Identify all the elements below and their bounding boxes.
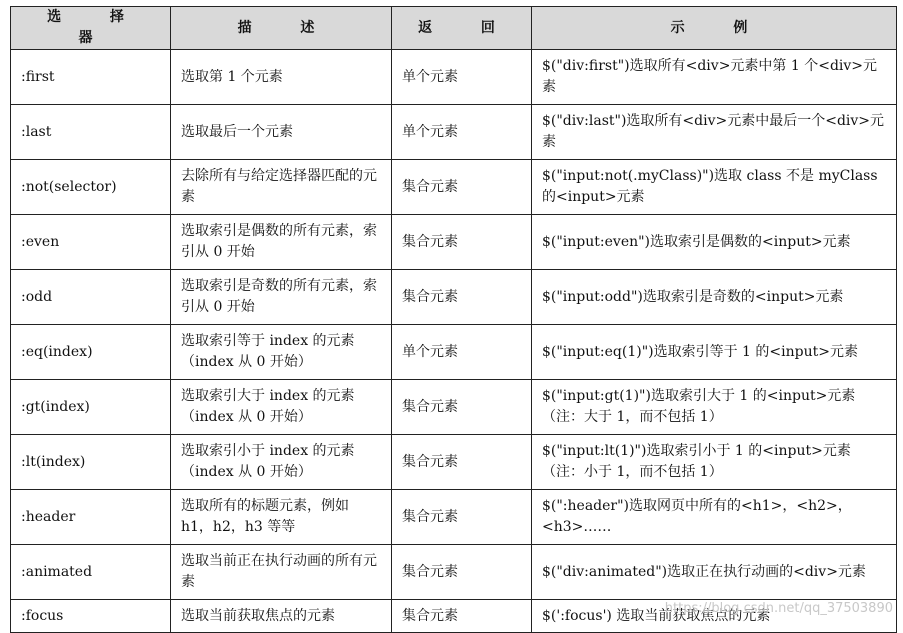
cell-description: 去除所有与给定选择器匹配的元素 — [171, 160, 392, 215]
cell-description: 选取最后一个元素 — [171, 105, 392, 160]
header-description: 描 述 — [171, 7, 392, 50]
cell-selector: :first — [11, 50, 171, 105]
watermark: https://blog.csdn.net/qq_37503890 — [665, 601, 893, 616]
cell-selector: :lt(index) — [11, 435, 171, 490]
cell-example: $("input:not(.myClass)")选取 class 不是 myClass 的<input>元素 — [532, 160, 897, 215]
cell-returns: 集合元素 — [392, 490, 532, 545]
cell-description: 选取第 1 个元素 — [171, 50, 392, 105]
cell-description: 选取索引是奇数的所有元素，索引从 0 开始 — [171, 270, 392, 325]
cell-selector: :header — [11, 490, 171, 545]
cell-returns: 集合元素 — [392, 600, 532, 633]
cell-example: $("input:gt(1)")选取索引大于 1 的<input>元素（注：大于 1，而不包括 1） — [532, 380, 897, 435]
cell-example: $("div:first")选取所有<div>元素中第 1 个<div>元素 — [532, 50, 897, 105]
table-row — [11, 50, 897, 105]
cell-returns: 集合元素 — [392, 215, 532, 270]
cell-description: 选取索引大于 index 的元素（index 从 0 开始） — [171, 380, 392, 435]
cell-selector: :even — [11, 215, 171, 270]
cell-description: 选取索引是偶数的所有元素，索引从 0 开始 — [171, 215, 392, 270]
header-row — [11, 7, 897, 50]
cell-description: 选取当前正在执行动画的所有元素 — [171, 545, 392, 600]
cell-example: $("input:even")选取索引是偶数的<input>元素 — [532, 215, 897, 270]
table-row — [11, 435, 897, 490]
cell-example: $("input:eq(1)")选取索引等于 1 的<input>元素 — [532, 325, 897, 380]
cell-returns: 单个元素 — [392, 325, 532, 380]
table-row — [11, 545, 897, 600]
cell-example: $("input:odd")选取索引是奇数的<input>元素 — [532, 270, 897, 325]
table-row — [11, 490, 897, 545]
table-row — [11, 215, 897, 270]
header-selector: 选 择 器 — [11, 7, 171, 50]
table-row — [11, 325, 897, 380]
cell-returns: 单个元素 — [392, 105, 532, 160]
table-row — [11, 160, 897, 215]
table-row — [11, 105, 897, 160]
cell-returns: 集合元素 — [392, 160, 532, 215]
cell-example: $("div:animated")选取正在执行动画的<div>元素 — [532, 545, 897, 600]
table-row — [11, 380, 897, 435]
cell-example: $(':focus') 选取当前获取焦点的元素 — [532, 600, 897, 633]
cell-selector: :last — [11, 105, 171, 160]
cell-selector: :gt(index) — [11, 380, 171, 435]
cell-selector: :odd — [11, 270, 171, 325]
cell-description: 选取索引等于 index 的元素（index 从 0 开始） — [171, 325, 392, 380]
cell-example: $("div:last")选取所有<div>元素中最后一个<div>元素 — [532, 105, 897, 160]
header-example: 示 例 — [532, 7, 897, 50]
cell-selector: :eq(index) — [11, 325, 171, 380]
header-returns: 返 回 — [392, 7, 532, 50]
cell-returns: 单个元素 — [392, 50, 532, 105]
cell-example: $(":header")选取网页中所有的<h1>，<h2>，<h3>…… — [532, 490, 897, 545]
cell-selector: :focus — [11, 600, 171, 633]
cell-returns: 集合元素 — [392, 435, 532, 490]
cell-description: 选取索引小于 index 的元素（index 从 0 开始） — [171, 435, 392, 490]
cell-returns: 集合元素 — [392, 270, 532, 325]
cell-description: 选取当前获取焦点的元素 — [171, 600, 392, 633]
cell-returns: 集合元素 — [392, 380, 532, 435]
cell-description: 选取所有的标题元素，例如 h1，h2，h3 等等 — [171, 490, 392, 545]
selector-table — [10, 6, 897, 633]
cell-selector: :not(selector) — [11, 160, 171, 215]
cell-example: $("input:lt(1)")选取索引小于 1 的<input>元素（注：小于 1，而不包括 1） — [532, 435, 897, 490]
cell-selector: :animated — [11, 545, 171, 600]
cell-returns: 集合元素 — [392, 545, 532, 600]
table-row — [11, 270, 897, 325]
